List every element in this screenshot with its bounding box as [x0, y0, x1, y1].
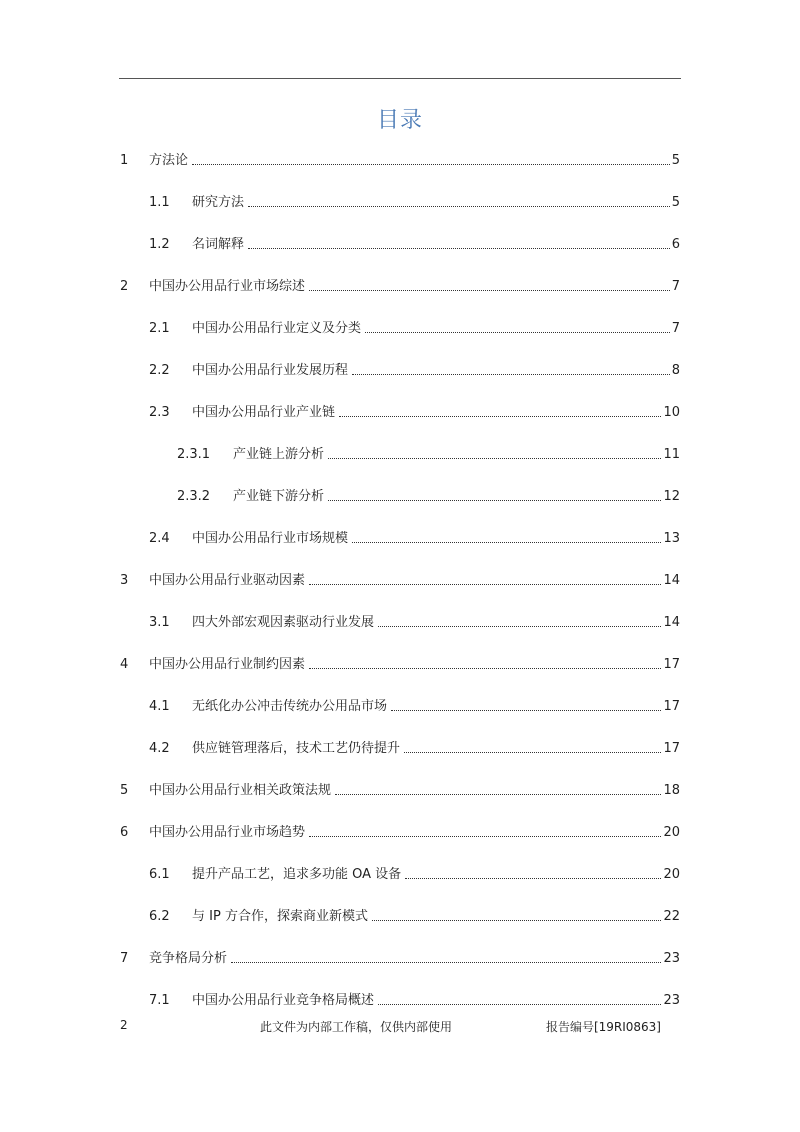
toc-entry-number: 1 [120, 153, 129, 168]
toc-dot-leader [309, 836, 661, 837]
toc-entry-label: 中国办公用品行业定义及分类 [192, 321, 362, 336]
toc-entry-page: 6 [671, 237, 680, 252]
toc-entry-page: 17 [663, 741, 680, 756]
toc-entry-label: 中国办公用品行业驱动因素 [149, 573, 306, 588]
toc-entry-page: 20 [663, 867, 680, 882]
toc-entry-label: 中国办公用品行业发展历程 [192, 363, 349, 378]
toc-entry[interactable] [149, 906, 680, 926]
toc-entry[interactable] [120, 570, 680, 590]
toc-entry-page: 5 [671, 195, 680, 210]
toc-dot-leader [378, 1004, 661, 1005]
toc-dot-leader [352, 374, 670, 375]
footer-confidential-note: 此文件为内部工作稿，仅供内部使用 [260, 1020, 453, 1034]
toc-entry[interactable] [149, 318, 680, 338]
page-title: 目录 [376, 108, 423, 133]
toc-dot-leader [352, 542, 661, 543]
toc-entry-number: 2 [120, 279, 129, 294]
toc-dot-leader [309, 668, 661, 669]
toc-entry[interactable] [149, 696, 680, 716]
toc-dot-leader [391, 710, 661, 711]
toc-entry-number: 2.2 [149, 363, 170, 378]
toc-entry[interactable] [120, 780, 680, 800]
toc-entry-label: 方法论 [149, 153, 189, 168]
toc-entry-label: 中国办公用品行业相关政策法规 [149, 783, 332, 798]
toc-dot-leader [405, 878, 661, 879]
toc-entry-page: 17 [663, 699, 680, 714]
toc-dot-leader [231, 962, 661, 963]
toc-dot-leader [328, 500, 661, 501]
toc-entry[interactable] [149, 528, 680, 548]
toc-entry-label: 产业链上游分析 [233, 447, 325, 462]
toc-entry[interactable] [149, 402, 680, 422]
toc-entry-page: 7 [671, 321, 680, 336]
toc-entry-number: 2.1 [149, 321, 170, 336]
toc-entry-page: 20 [663, 825, 680, 840]
toc-entry-number: 4.2 [149, 741, 170, 756]
toc-entry[interactable] [120, 276, 680, 296]
toc-entry-label: 供应链管理落后，技术工艺仍待提升 [192, 741, 401, 756]
toc-entry-number: 7 [120, 951, 129, 966]
toc-entry-page: 23 [663, 951, 680, 966]
toc-entry[interactable] [120, 654, 680, 674]
toc-entry-label: 四大外部宏观因素驱动行业发展 [192, 615, 375, 630]
top-rule [119, 78, 681, 79]
toc-entry-label: 研究方法 [192, 195, 245, 210]
toc-entry-page: 8 [671, 363, 680, 378]
toc-entry-label: 中国办公用品行业市场综述 [149, 279, 306, 294]
toc-entry[interactable] [149, 360, 680, 380]
toc-entry[interactable] [120, 822, 680, 842]
toc-entry[interactable] [149, 612, 680, 632]
toc-entry-number: 1.2 [149, 237, 170, 252]
toc-dot-leader [378, 626, 661, 627]
toc-entry-page: 11 [663, 447, 680, 462]
toc-entry-label: 中国办公用品行业市场规模 [192, 531, 349, 546]
toc-dot-leader [404, 752, 661, 753]
toc-entry-number: 7.1 [149, 993, 170, 1008]
toc-entry-number: 2.4 [149, 531, 170, 546]
toc-entry-number: 6.1 [149, 867, 170, 882]
toc-entry[interactable] [149, 192, 680, 212]
toc-entry-number: 6 [120, 825, 129, 840]
toc-dot-leader [192, 164, 670, 165]
toc-entry-label: 中国办公用品行业竞争格局概述 [192, 993, 375, 1008]
toc-entry-page: 14 [663, 615, 680, 630]
toc-entry-number: 2.3 [149, 405, 170, 420]
toc-entry-page: 22 [663, 909, 680, 924]
toc-entry[interactable] [120, 150, 680, 170]
toc-entry[interactable] [177, 486, 680, 506]
footer-page-number: 2 [120, 1018, 128, 1032]
toc-dot-leader [335, 794, 661, 795]
toc-entry-number: 1.1 [149, 195, 170, 210]
toc-entry[interactable] [177, 444, 680, 464]
toc-entry-label: 名词解释 [192, 237, 245, 252]
toc-dot-leader [339, 416, 661, 417]
toc-entry-page: 13 [663, 531, 680, 546]
toc-entry-number: 5 [120, 783, 129, 798]
toc-dot-leader [248, 206, 670, 207]
toc-dot-leader [309, 290, 670, 291]
toc-entry-page: 17 [663, 657, 680, 672]
toc-entry-number: 4.1 [149, 699, 170, 714]
toc-entry-number: 2.3.1 [177, 447, 211, 462]
toc-entry-page: 14 [663, 573, 680, 588]
toc-entry-label: 无纸化办公冲击传统办公用品市场 [192, 699, 388, 714]
footer-report-number: 报告编号[19RI0863] [545, 1020, 661, 1034]
toc-entry-label: 产业链下游分析 [233, 489, 325, 504]
toc-entry-label: 与 IP 方合作，探索商业新模式 [192, 909, 368, 924]
toc-entry[interactable] [120, 948, 680, 968]
toc-dot-leader [248, 248, 670, 249]
toc-entry-page: 23 [663, 993, 680, 1008]
toc-entry-label: 中国办公用品行业制约因素 [149, 657, 306, 672]
toc-entry[interactable] [149, 234, 680, 254]
toc-entry-number: 2.3.2 [177, 489, 211, 504]
toc-dot-leader [309, 584, 661, 585]
toc-entry-page: 12 [663, 489, 680, 504]
toc-entry-label: 中国办公用品行业市场趋势 [149, 825, 306, 840]
toc-entry[interactable] [149, 864, 680, 884]
toc-entry-label: 提升产品工艺，追求多功能 OA 设备 [192, 867, 402, 882]
toc-entry-number: 6.2 [149, 909, 170, 924]
toc-entry-label: 中国办公用品行业产业链 [192, 405, 336, 420]
toc-entry-number: 3.1 [149, 615, 170, 630]
toc-entry-page: 18 [663, 783, 680, 798]
page-footer [0, 1018, 800, 1038]
toc-entry-label: 竞争格局分析 [149, 951, 228, 966]
toc-entry-page: 5 [671, 153, 680, 168]
toc-dot-leader [372, 920, 662, 921]
toc-entry-page: 10 [663, 405, 680, 420]
toc-entry-number: 4 [120, 657, 129, 672]
toc-entry-number: 3 [120, 573, 129, 588]
toc-entry[interactable] [149, 738, 680, 758]
toc-dot-leader [365, 332, 670, 333]
toc-entry[interactable] [149, 990, 680, 1010]
toc-dot-leader [328, 458, 661, 459]
toc-entry-page: 7 [671, 279, 680, 294]
